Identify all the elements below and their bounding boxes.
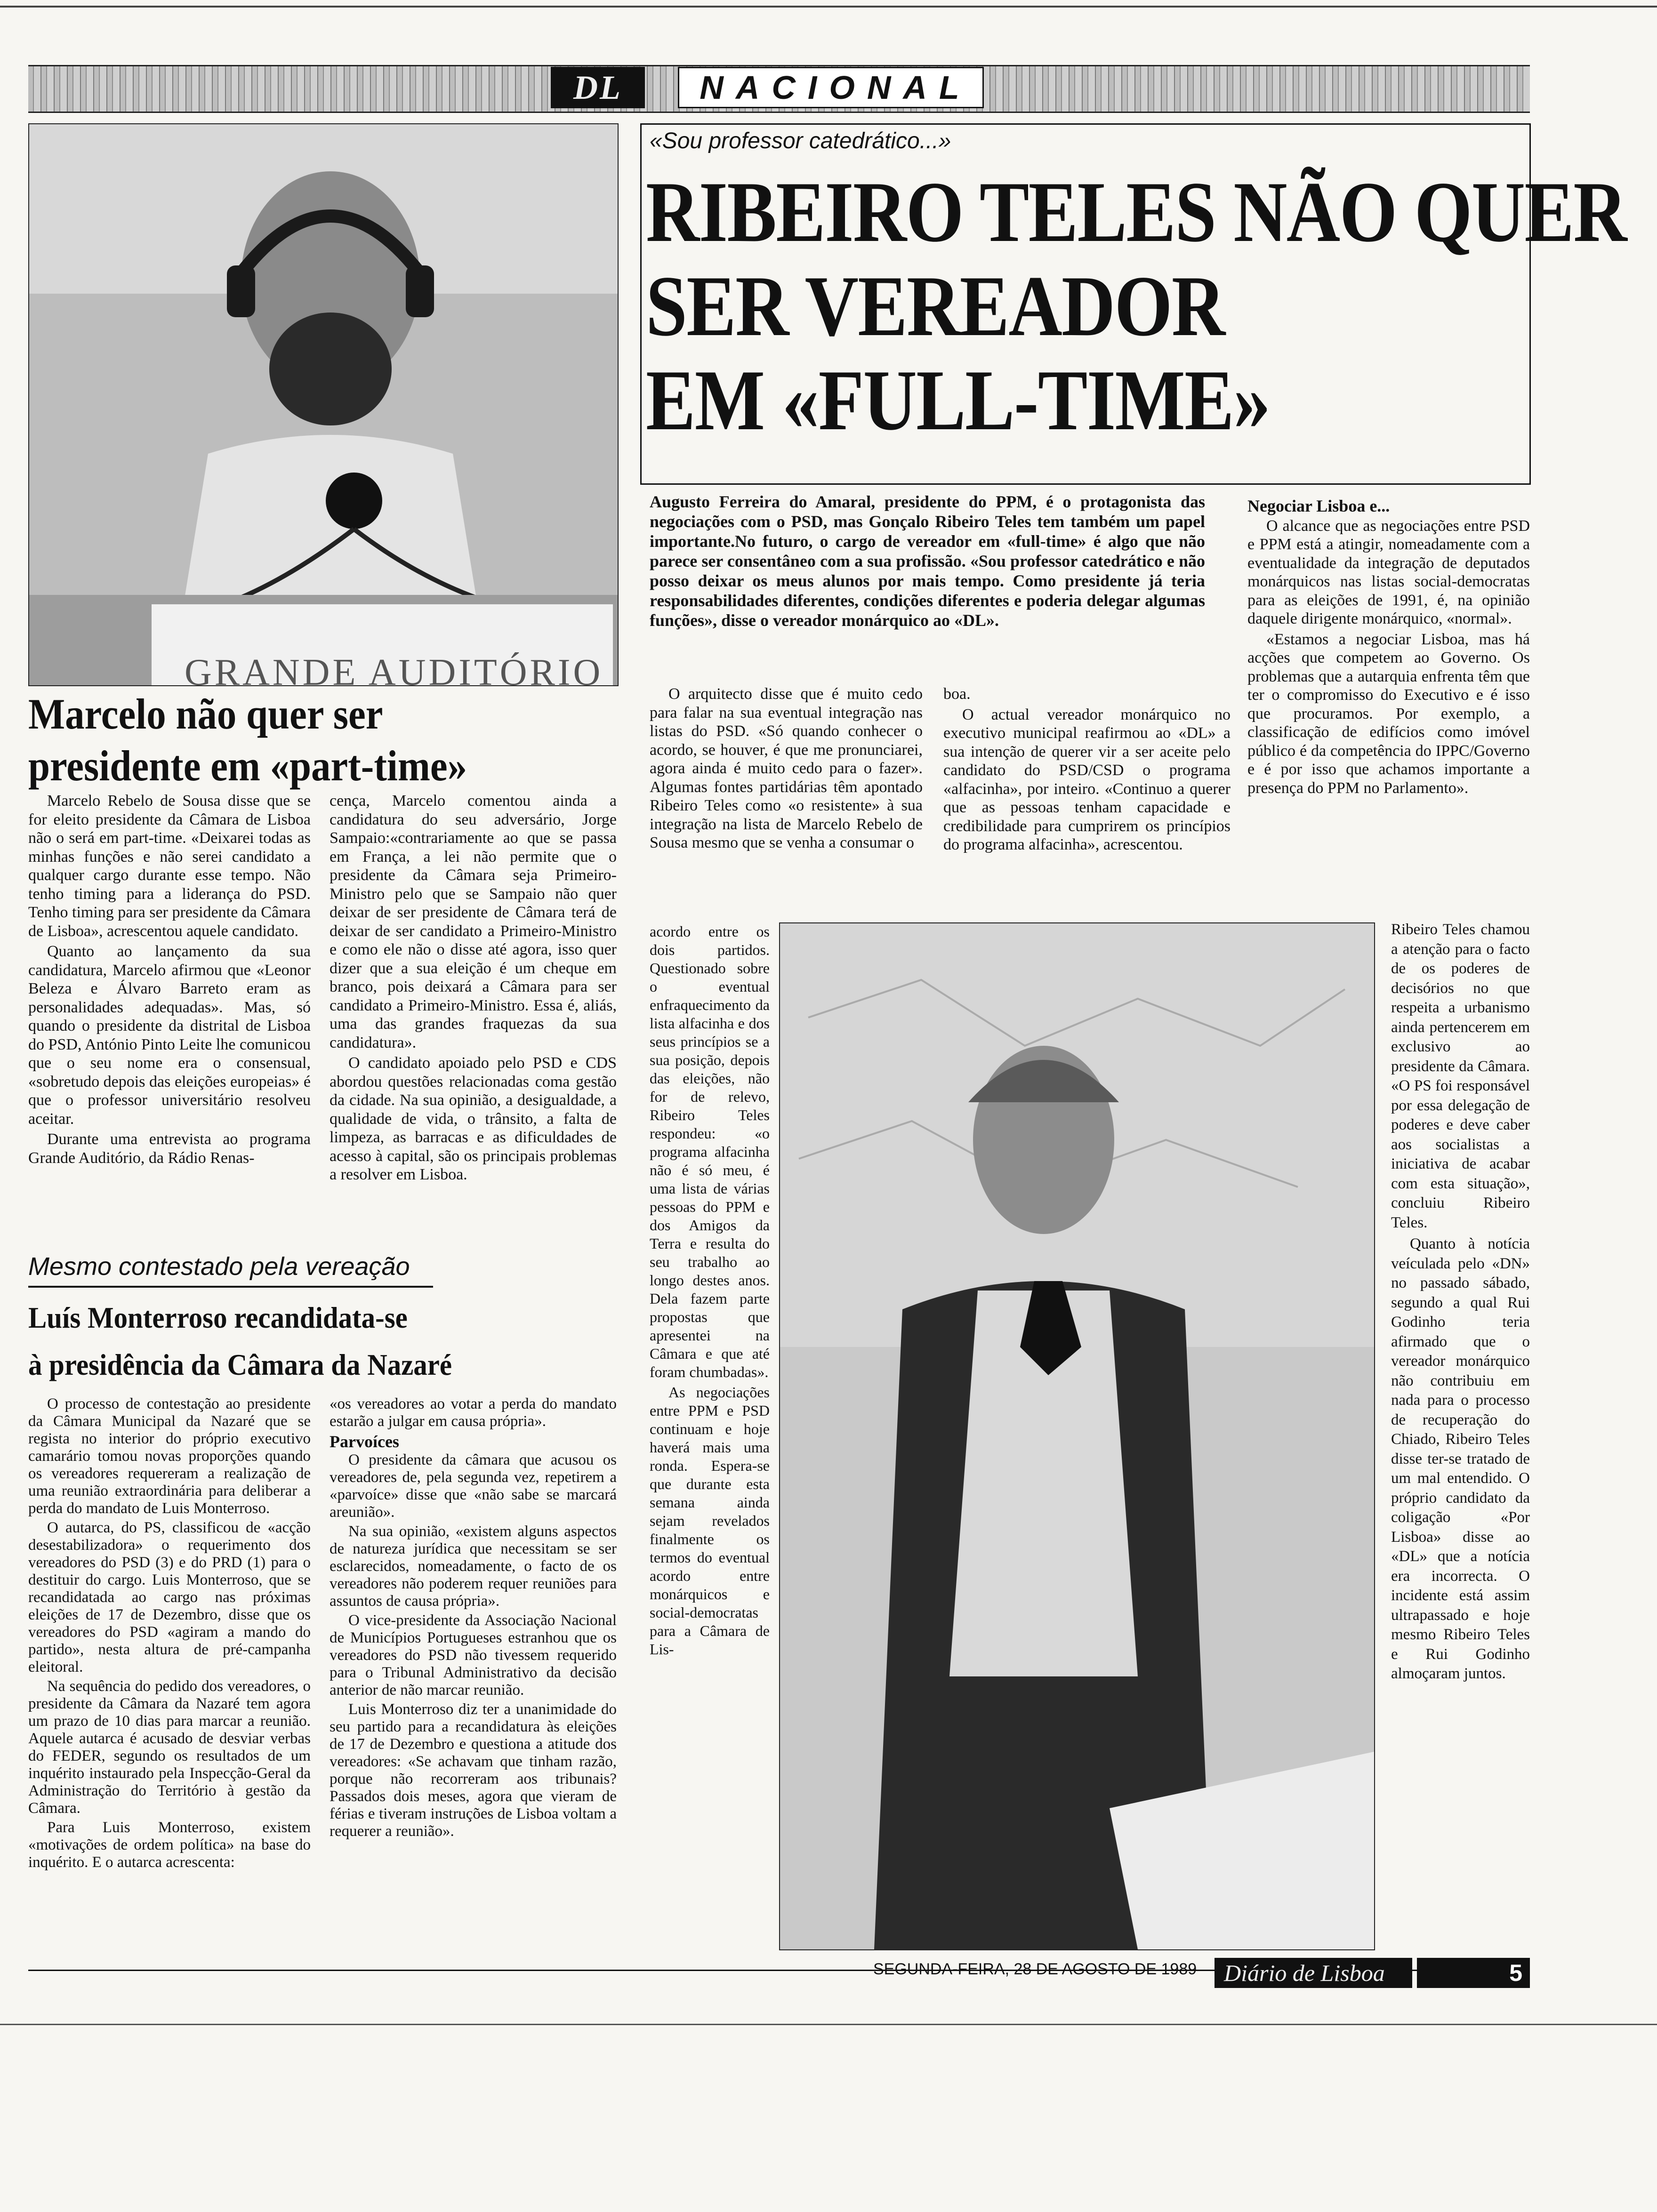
marcelo-col1-p2: Quanto ao lançamento da sua candidatura, Marcelo afirmou que «Leonor Beleza e Álvaro Barreto eram as personalidades adequadas». Mas, só quando o presidente da distrital de Lisboa do PSD, António Pinto Leite lhe comunicou que o seu nome era o consensual, «sobretudo depois das eleições europeias» é que o professor universitário resolveu aceitar. bbox=[28, 943, 311, 1128]
main-col3-p4: Quanto à notícia veículada pelo «DN» no passado sábado, segundo a qual Rui Godinho teria afirmado que o vereador monárquico não contribuiu em nada para o processo de recuperação do Chiado, Ribeiro Teles disse ter-se tratado de um mal entendido. O próprio candidato da coligação «Por Lisboa» disse ao «DL» que a notícia era incorrecta. O incidente está assim ultrapassado e hoje mesmo Ribeiro Teles e Rui Godinho almoçaram juntos. bbox=[1391, 1235, 1530, 1682]
photo-ribeiro-teles bbox=[779, 922, 1375, 1950]
footer-page-number: 5 bbox=[1417, 1958, 1530, 1988]
main-col1-top-text: O arquitecto disse que é muito cedo para falar na sua eventual integração nas listas do PSD. «Só quando conhecer o acordo, se houver, é que me pronunciarei, agora ainda é muito cedo para o fazer». Algumas fontes partidárias têm apontado Ribeiro Teles como «o resistente» à sua integração na lista de Marcelo Rebelo de Sousa mesmo que se venha a consumar o bbox=[650, 685, 923, 851]
nazare-col2 bbox=[330, 1395, 617, 1842]
main-col1-narrow-text-2: As negociações entre PPM e PSD continuam e hoje haverá mais uma ronda. Espera-se que durante esta semana ainda sejam revelados finalmente os termos do eventual acordo entre monárquicos e social-democratas para a Câmara de Lis- bbox=[650, 1384, 770, 1658]
main-headline bbox=[646, 164, 1626, 448]
nazare-col2-p2: Na sua opinião, «existem alguns aspectos de natureza jurídica que necessitam se ser esclarecidos, nomeadamente, o facto de os vereadores não poderem requer reuniões para assuntos de causa própria». bbox=[330, 1523, 617, 1610]
main-col3-p1: O alcance que as negociações entre PSD e PPM está a atingir, nomeadamente com a eventualidade da integração de deputados monárquicos nas listas social-democratas para as eleições de 1991, é, na opinião daquele dirigente monárquico, «normal». bbox=[1247, 517, 1530, 627]
nazare-headline bbox=[28, 1299, 617, 1384]
main-col3-p2: «Estamos a negociar Lisboa, mas há acções que competem ao Governo. Os problemas que a autarquia enfrenta têm que ter o compromisso do Executivo e é isso que procuramos. Por exemplo, a classificação de edifícios como imóvel público é da competência do IPPC/Governo e é por isso que achamos importante a presença do PPM no Parlamento». bbox=[1247, 630, 1530, 797]
nazare-headline-line-1: Luís Monterroso recandidata-se bbox=[28, 1301, 408, 1334]
top-border-line bbox=[0, 6, 1657, 8]
section-title: NACIONAL bbox=[678, 67, 984, 108]
main-headline-line-3: EM «FULL-TIME» bbox=[646, 352, 1270, 448]
marcelo-col1-p3: Durante uma entrevista ao programa Grande Auditório, da Rádio Renas- bbox=[28, 1130, 311, 1167]
nazare-col2-p3: O vice-presidente da Associação Nacional de Municípios Portugueses estranhou que os vereadores do PSD não tivessem requerido para o Tribunal Administrativo da decisão anterior de não marcar reunião. bbox=[330, 1612, 617, 1699]
marcelo-headline bbox=[28, 688, 617, 792]
main-col3-p3: Ribeiro Teles chamou a atenção para o facto de os poderes de decisórios no que respeita a urbanismo ainda pertencerem em exclusivo ao presidente da Câmara. «O PS foi responsável por essa delegação de poderes e deve caber aos socialistas a iniciativa de acabar com esta situação», concluiu Ribeiro Teles. bbox=[1391, 921, 1530, 1231]
photo-illustration-2 bbox=[780, 923, 1374, 1949]
bottom-scan-line bbox=[0, 2024, 1657, 2025]
main-col2-top bbox=[943, 685, 1231, 856]
main-headline-line-1: RIBEIRO TELES NÃO QUER bbox=[646, 164, 1626, 260]
newspaper-logo: DL bbox=[551, 67, 645, 108]
marcelo-col2-p1: cença, Marcelo comentou ainda a candidatura do seu adversário, Jorge Sampaio:«contrariamente ao que se passa em França, a lei não permite que o presidente da Câmara seja Primeiro-Ministro pelo que se Sampaio não quer deixar de ser presidente de Câmara terá de deixar de ser candidato a Primeiro-Ministro e como ele não o disse até agora, isso quer dizer que a sua eleição é um cheque em branco, pois deixará a Câmara para ser candidato a Primeiro-Ministro. Essa é, aliás, uma das grandes fraquezas da sua candidatura». bbox=[330, 792, 617, 1051]
nazare-col1-p1: O processo de contestação ao presidente da Câmara Municipal da Nazaré que se regista no interior do próprio executivo camarário tomou novas proporções quando os vereadores requereram a realização de uma reunião extraordinária para deliberar a perda do mandato de Luis Monterroso. bbox=[28, 1395, 311, 1517]
main-col2-top-text: boa. bbox=[943, 685, 971, 703]
nazare-headline-line-2: à presidência da Câmara da Nazaré bbox=[28, 1348, 452, 1381]
marcelo-col2-p2: O candidato apoiado pelo PSD e CDS abordou questões relacionadas coma gestão da cidade. Na sua opinião, a desigualdade, a qualidade de vida, o trânsito, a falta de limpeza, as barracas e as dificuldades de acesso à capital, são os principais problemas a resolver em Lisboa. bbox=[330, 1054, 617, 1183]
nazare-col2-p1: O presidente da câmara que acusou os vereadores de, pela segunda vez, repetirem a «parvoíce» disse que «não sabe se marcará areunião». bbox=[330, 1451, 617, 1521]
nazare-col1 bbox=[28, 1395, 311, 1873]
footer-paper-name: Diário de Lisboa bbox=[1215, 1958, 1412, 1988]
marcelo-col2 bbox=[330, 792, 617, 1186]
main-lead: Augusto Ferreira do Amaral, presidente do PPM, é o protagonista das negociações com o PSD, mas Gonçalo Ribeiro Teles tem também um papel importante.No futuro, o cargo de vereador em «full-time» é algo que não parece ser consentâneo com a sua profissão. «Sou professor catedrático e não posso deixar os meus alunos por mais tempo. Como presidente já teria responsabilidades diferentes, condições diferentes e poderia delegar algumas funções», disse o vereador monárquico ao «DL». bbox=[650, 492, 1205, 630]
main-col1-top bbox=[650, 685, 923, 854]
main-kicker: «Sou professor catedrático...» bbox=[650, 128, 951, 153]
main-col3 bbox=[1247, 494, 1530, 799]
nazare-col2-p0: «os vereadores ao votar a perda do mandato estarão a julgar em causa própria». bbox=[330, 1395, 617, 1430]
nazare-kicker: Mesmo contestado pela vereação bbox=[28, 1252, 410, 1281]
main-headline-line-2: SER VEREADOR bbox=[646, 258, 1225, 354]
marcelo-headline-line-1: Marcelo não quer ser bbox=[28, 690, 383, 738]
nazare-col2-p4: Luis Monterroso diz ter a unanimidade do seu partido para a recandidatura às eleições de 17 de Dezembro e questiona a atitude dos vereadores: «Se achavam que tinham razão, porque não recorreram aos tribunais? Passados dois meses, agora que vieram de férias e tiveram instruções de Lisboa voltam a requerer a reunião». bbox=[330, 1701, 617, 1840]
marcelo-col1 bbox=[28, 792, 311, 1169]
main-col3-narrow bbox=[1391, 920, 1530, 1686]
main-col3-subhead: Negociar Lisboa e... bbox=[1247, 497, 1390, 515]
footer-date: SEGUNDA-FEIRA, 28 DE AGOSTO DE 1989 bbox=[873, 1960, 1197, 1978]
nazare-kicker-underline bbox=[28, 1286, 433, 1288]
nazare-col1-p2: O autarca, do PS, classificou de «acção desestabilizadora» o requerimento dos vereadores do PSD (3) e do PRD (1) para o destituir do cargo. Luis Monterroso, que se recandidatada ao cargo nas próximas eleições de 17 de Dezembro, disse que os vereadores do PSD «agiram a mando do partido», nesta altura de pré-campanha eleitoral. bbox=[28, 1519, 311, 1675]
main-col1-narrow bbox=[650, 922, 770, 1660]
main-col1-narrow-text: acordo entre os dois partidos. Questionado sobre o eventual enfraquecimento da lista alfacinha e dos seus princípios se a sua posição, depois das eleições, não for de relevo, Ribeiro Teles respondeu: «o programa alfacinha não é só meu, é uma lista de várias pessoas do PPM e dos Amigos da Terra e resulta do seu trabalho ao longo destes anos. Dela fazem parte propostas que apresentei na Câmara e que até foram chumbadas». bbox=[650, 923, 770, 1380]
nazare-col2-subhead: Parvoíces bbox=[330, 1432, 399, 1451]
photo-marcelo-radio bbox=[28, 123, 619, 686]
nazare-col1-p3: Na sequência do pedido dos vereadores, o presidente da Câmara da Nazaré tem agora um prazo de 10 dias para marcar a reunião. Aquele autarca é acusado de desviar verbas do FEDER, segundo os resultados de um inquérito instaurado pela Inspecção-Geral da Administração do Território à gestão da Câmara. bbox=[28, 1678, 311, 1817]
marcelo-col1-p1: Marcelo Rebelo de Sousa disse que se for eleito presidente da Câmara de Lisboa não o será em part-time. «Deixarei todas as minhas funções e não serei candidato a qualquer cargo durante esse tempo. Não tenho timing para a liderança do PSD. Tenho timing para ser presidente da Câmara de Lisboa», acrescentou aquele candidato. bbox=[28, 792, 311, 940]
main-col2-top-text-2: O actual vereador monárquico no executivo municipal reafirmou ao «DL» a sua intenção de querer vir a ser aceite pelo candidato do PSD/CSD o programa «alfacinha», por inteiro. «Continuo a querer que as pessoas tenham capacidade e credibilidade para cumprirem os princípios do programa alfacinha», acrescentou. bbox=[943, 705, 1231, 853]
nazare-col1-p4: Para Luis Monterroso, existem «motivações de ordem política» na base do inquérito. E o autarca acrescenta: bbox=[28, 1819, 311, 1871]
auditorio-sign-text: GRANDE AUDITÓRIO bbox=[185, 652, 603, 686]
photo-illustration bbox=[29, 124, 618, 685]
marcelo-headline-line-2: presidente em «part-time» bbox=[28, 742, 467, 790]
